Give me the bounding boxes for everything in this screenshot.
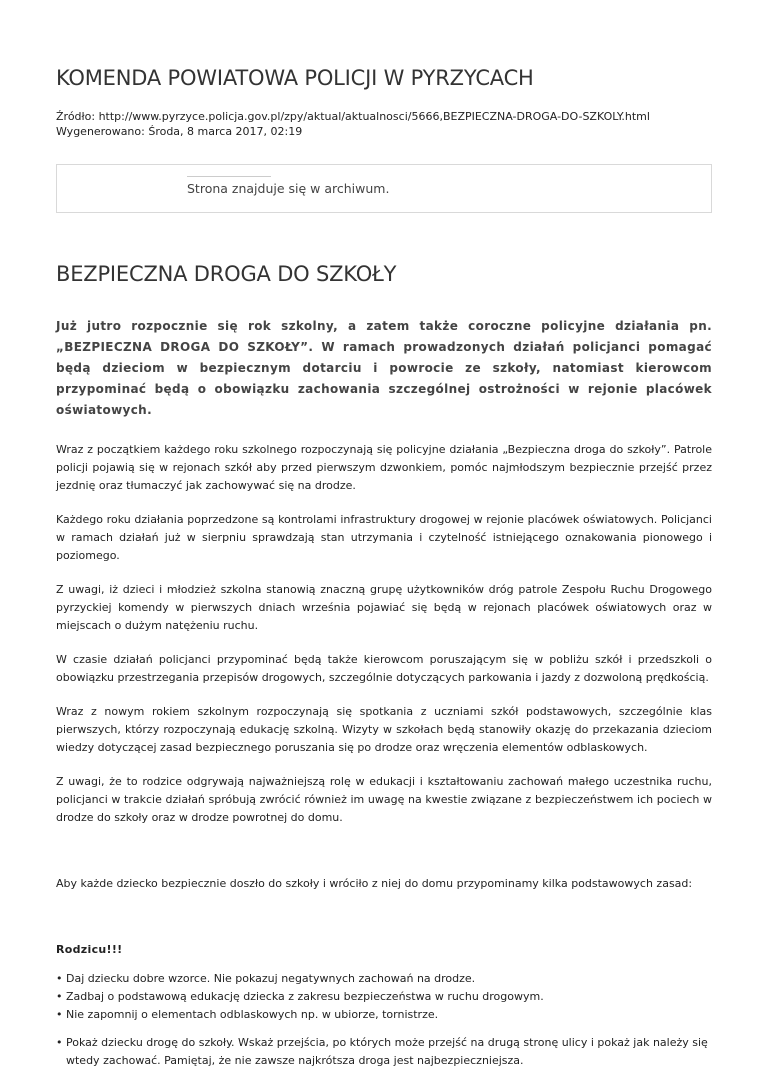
article-paragraph: Z uwagi, że to rodzice odgrywają najważniejszą rolę w edukacji i kształtowaniu zachowań małego uczestnika ruchu, policjanci w trakcie działań spróbują zwrócić również im uwagę na kwestie związane z bezpieczeństwem ich pociech w drodze do szkoły oraz w drodze powrotnej do domu.	[56, 775, 712, 824]
site-title: KOMENDA POWIATOWA POLICJI W PYRZYCACH	[56, 66, 534, 90]
article-paragraph: Wraz z nowym rokiem szkolnym rozpoczynają się spotkania z uczniami szkół podstawowych, szczególnie klas pierwszych, którzy rozpoczynają edukację szkolną. Wizyty w szkołach będą stanowiły okazję do przekazania dzieciom wiedzy dotyczącej zasad bezpiecznego poruszania się po drodze oraz wręczenia elementów odblaskowych.	[56, 705, 712, 754]
list-item	[56, 1034, 712, 1070]
article-lead: Już jutro rozpocznie się rok szkolny, a zatem także coroczne policyjne działania pn. „BEZPIECZNA DROGA DO SZKOŁY”. W ramach prowadzonych działań policjanci pomagać będą dzieciom w bezpiecznym dotarciu i powrocie ze szkoły, natomiast kierowcom przypominać będą o obowiązku zachowania szczególnej ostrożności w rejonie placówek oświatowych.	[56, 319, 712, 417]
article-paragraph: Wraz z początkiem każdego roku szkolnego rozpoczynają się policyjne działania „Bezpieczna droga do szkoły”. Patrole policji pojawią się w rejonach szkół aby przed pierwszym dzwonkiem, pomóc najmłodszym bezpiecznie przejść przez jezdnię oraz tłumaczyć jak zachowywać się na drodze.	[56, 443, 712, 492]
list-item	[56, 970, 712, 988]
list-item	[56, 1006, 712, 1024]
article-paragraph: W czasie działań policjanci przypominać będą także kierowcom poruszającym się w pobliżu szkół i przedszkoli o obowiązku przestrzegania przepisów drogowych, szczególnie dotyczących parkowania i jazdy z dozwoloną prędkością.	[56, 653, 712, 684]
bullet-icon: •	[56, 972, 63, 985]
bullet-icon: •	[56, 1008, 63, 1021]
meta-info	[56, 109, 712, 139]
tip-text: Nie zapomnij o elementach odblaskowych np. w ubiorze, tornistrze.	[66, 1008, 439, 1021]
rules-intro: Aby każde dziecko bezpiecznie doszło do szkoły i wróciło z niej do domu przypominamy kilka podstawowych zasad:	[56, 877, 693, 890]
tip-text: Zadbaj o podstawową edukację dziecka z zakresu bezpieczeństwa w ruchu drogowym.	[66, 990, 544, 1003]
archive-notice-box	[56, 164, 712, 213]
article-paragraph: Każdego roku działania poprzedzone są kontrolami infrastruktury drogowej w rejonie placówek oświatowych. Policjanci w ramach działań już w sierpniu sprawdzają stan utrzymania i czytelność istniejącego oznakowania pionowego i poziomego.	[56, 513, 712, 562]
section-heading: Rodzicu!!!	[56, 943, 123, 956]
article-title: BEZPIECZNA DROGA DO SZKOŁY	[56, 262, 397, 286]
archive-notice: Strona znajduje się w archiwum.	[187, 181, 390, 196]
article-paragraph: Z uwagi, iż dzieci i młodzież szkolna stanowią znaczną grupę użytkowników dróg patrole Zespołu Ruchu Drogowego pyrzyckiej komendy w pierwszych dniach września pojawiać się będą w rejonach placówek oświatowych oraz w miejscach o dużym natężeniu ruchu.	[56, 583, 712, 632]
tips-list	[56, 970, 712, 1070]
bullet-icon: •	[56, 990, 63, 1003]
generated-line: Wygenerowano: Środa, 8 marca 2017, 02:19	[56, 125, 303, 138]
tip-text: Daj dziecku dobre wzorce. Nie pokazuj negatywnych zachowań na drodze.	[66, 972, 476, 985]
tip-text: Pokaż dziecku drogę do szkoły. Wskaż przejścia, po których może przejść na drugą stronę ulicy i pokaż jak należy się wtedy zachować. Pamiętaj, że nie zawsze najkrótsza droga jest najbezpieczniejsza.	[66, 1036, 708, 1067]
source-line: Źródło: http://www.pyrzyce.policja.gov.pl/zpy/aktual/aktualnosci/5666,BEZPIECZNA-DROGA-DO-SZKOLY.html	[56, 110, 650, 123]
archive-divider	[187, 176, 271, 177]
list-item	[56, 988, 712, 1006]
bullet-icon: •	[56, 1036, 63, 1049]
